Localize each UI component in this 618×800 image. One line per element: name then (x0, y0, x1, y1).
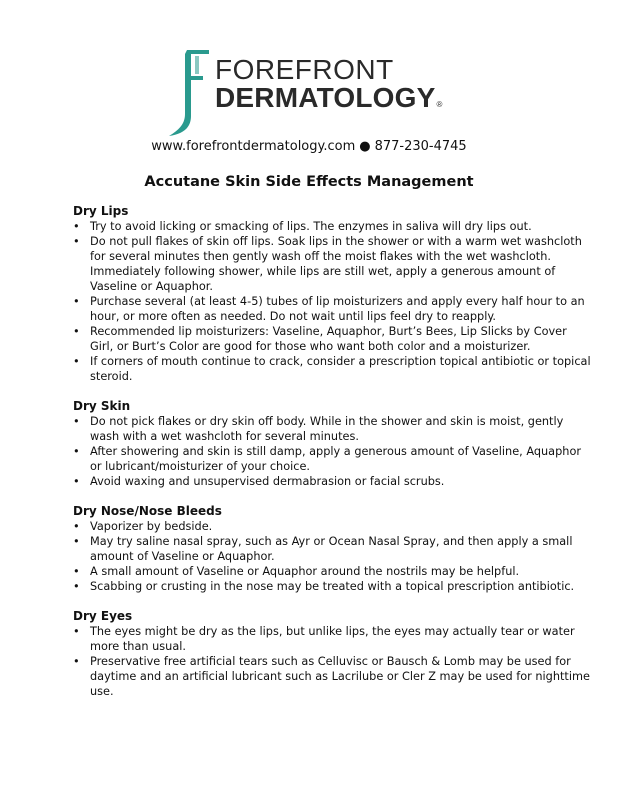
list-item (73, 474, 593, 489)
bullet-icon: • (73, 325, 80, 338)
list-item (73, 354, 593, 384)
list-item-text: If corners of mouth continue to crack, consider a prescription topical antibiotic or topical steroid. (90, 355, 591, 383)
logo-wordmark-bottom-text: DERMATOLOGY (215, 82, 436, 113)
list-item (73, 534, 593, 564)
company-logo (165, 46, 465, 138)
list-item-text: May try saline nasal spray, such as Ayr or Ocean Nasal Spray, and then apply a small amount of Vaseline or Aquaphor. (90, 535, 573, 563)
section-heading: Dry Nose/Nose Bleeds (73, 504, 222, 518)
bullet-icon: • (73, 535, 80, 548)
list-item-text: Try to avoid licking or smacking of lips. The enzymes in saliva will dry lips out. (90, 220, 532, 233)
section-heading: Dry Lips (73, 204, 129, 218)
list-item (73, 294, 593, 324)
website-link[interactable]: www.forefrontdermatology.com (151, 139, 356, 154)
list-item (73, 519, 593, 534)
list-item-text: Do not pull flakes of skin off lips. Soak lips in the shower or with a warm wet washcloth for several minutes then gently wash off the moist flakes with the wet washcloth. Immediately following shower, while lips are still wet, apply a generous amount of Vaseline or Aquaphor. (90, 235, 582, 293)
list-item (73, 219, 593, 234)
section-heading: Dry Skin (73, 399, 131, 413)
logo-wordmark-bottom (215, 84, 443, 112)
logo-emblem-icon (165, 46, 213, 138)
list-item (73, 654, 593, 699)
phone-number: 877-230-4745 (374, 139, 467, 154)
list-item (73, 324, 593, 354)
section-heading: Dry Eyes (73, 609, 133, 623)
list-item-text: Purchase several (at least 4-5) tubes of lip moisturizers and apply every half hour to an hour, or more often as needed. Do not wait until lips feel dry to reapply. (90, 295, 585, 323)
list-item-text: Vaporizer by bedside. (90, 520, 213, 533)
bullet-icon: • (73, 475, 80, 488)
list-item-text: Scabbing or crusting in the nose may be treated with a topical prescription antibiotic. (90, 580, 575, 593)
logo-wordmark-top: FOREFRONT (215, 54, 394, 85)
bullet-icon: • (73, 295, 80, 308)
section-dry-lips (73, 204, 593, 384)
list-item (73, 579, 593, 594)
list-item-text: Preservative free artificial tears such as Celluvisc or Bausch & Lomb may be used for daytime and an artificial lubricant such as Lacrilube or Cler Z may be used for nighttime use. (90, 655, 590, 698)
separator-dot: ● (359, 139, 371, 154)
list-item (73, 564, 593, 579)
list-item-text: Avoid waxing and unsupervised dermabrasion or facial scrubs. (90, 475, 445, 488)
list-item-text: Recommended lip moisturizers: Vaseline, Aquaphor, Burt’s Bees, Lip Slicks by Cover Girl, or Burt’s Color are good for those who want both color and a moisturizer. (90, 325, 567, 353)
section-dry-eyes (73, 609, 593, 699)
bullet-icon: • (73, 235, 80, 248)
bullet-icon: • (73, 625, 80, 638)
section-dry-skin (73, 399, 593, 489)
bullet-icon: • (73, 415, 80, 428)
list-item-text: The eyes might be dry as the lips, but unlike lips, the eyes may actually tear or water more than usual. (90, 625, 575, 653)
list-item-text: After showering and skin is still damp, apply a generous amount of Vaseline, Aquaphor or lubricant/moisturizer of your choice. (90, 445, 581, 473)
list-item (73, 234, 593, 294)
registered-mark: ® (436, 100, 443, 109)
bullet-icon: • (73, 355, 80, 368)
contact-line (0, 139, 618, 154)
bullet-icon: • (73, 580, 80, 593)
bullet-list (73, 519, 593, 594)
bullet-icon: • (73, 220, 80, 233)
bullet-list (73, 219, 593, 384)
document-title: Accutane Skin Side Effects Management (144, 174, 474, 190)
bullet-icon: • (73, 520, 80, 533)
bullet-list (73, 414, 593, 489)
list-item (73, 444, 593, 474)
bullet-icon: • (73, 445, 80, 458)
bullet-icon: • (73, 565, 80, 578)
list-item (73, 414, 593, 444)
list-item-text: Do not pick flakes or dry skin off body. While in the shower and skin is moist, gently wash with a wet washcloth for several minutes. (90, 415, 564, 443)
section-dry-nose-nose-bleeds (73, 504, 593, 594)
list-item (73, 624, 593, 654)
list-item-text: A small amount of Vaseline or Aquaphor around the nostrils may be helpful. (90, 565, 520, 578)
bullet-icon: • (73, 655, 80, 668)
bullet-list (73, 624, 593, 699)
document-body (73, 204, 593, 714)
